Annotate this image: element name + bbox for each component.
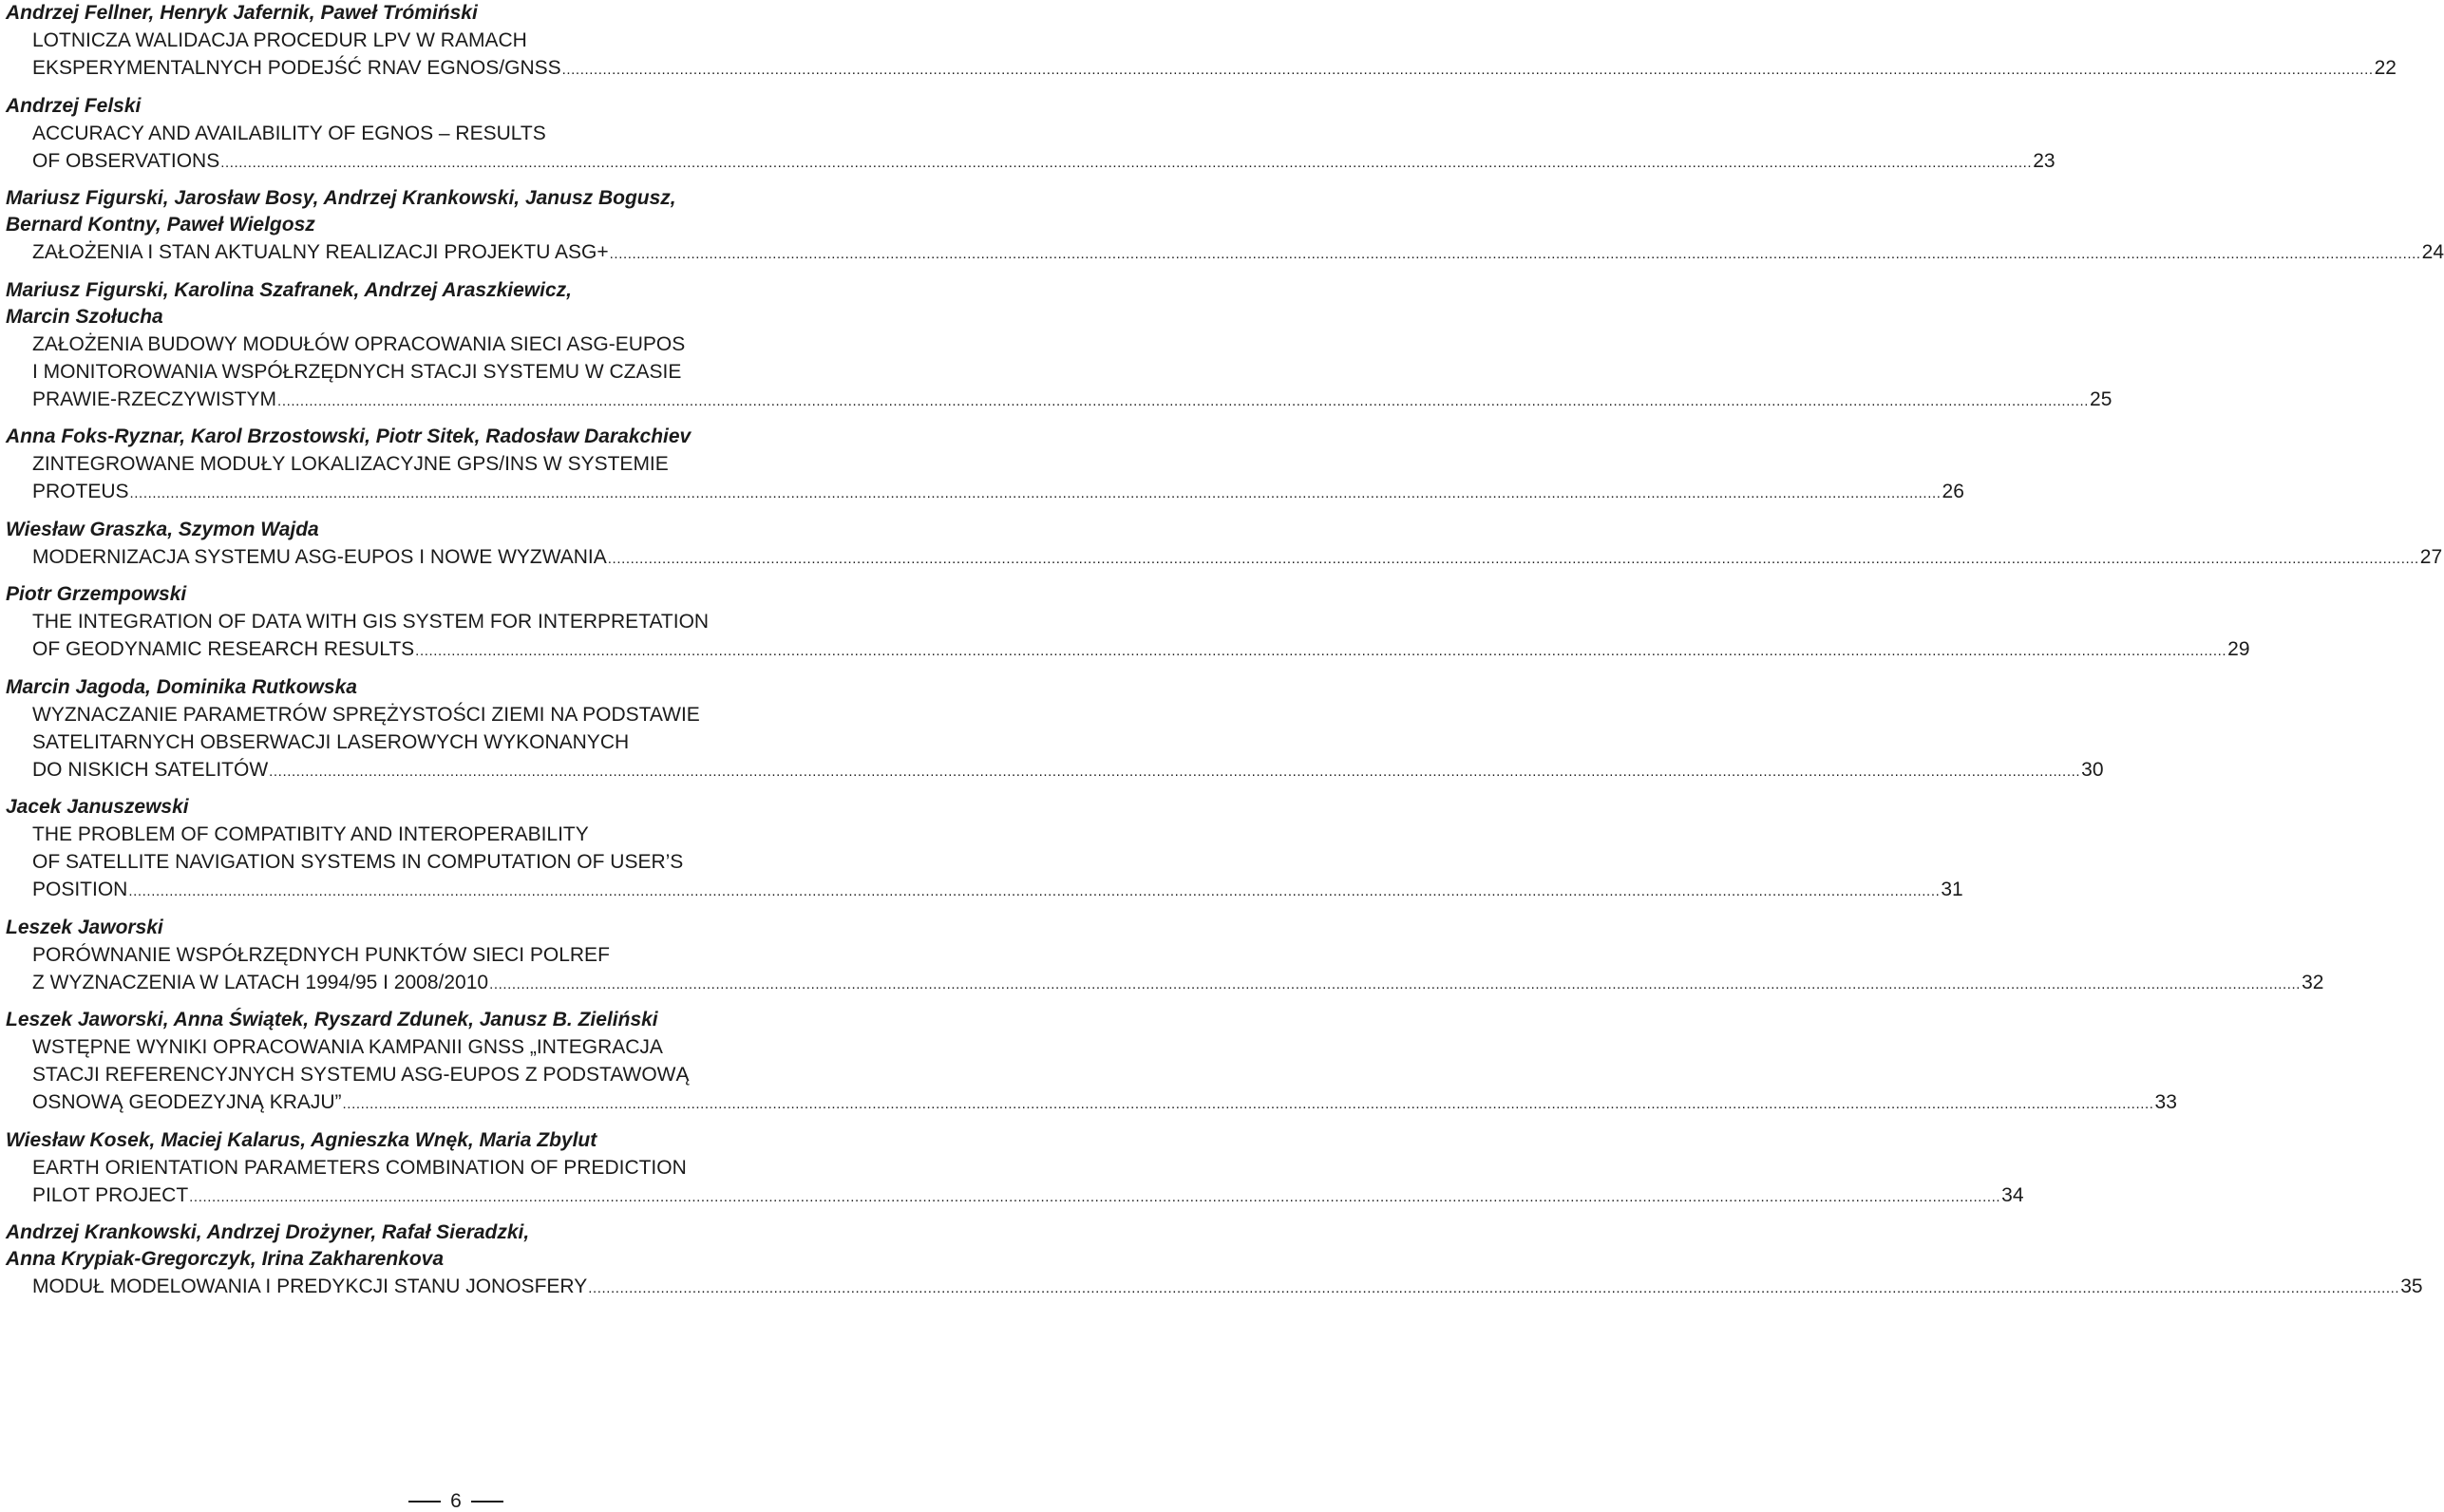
footer-dash-right [471,1501,503,1503]
entry-title [6,27,2397,84]
toc-entry [6,1007,2177,1118]
title-line: MODERNIZACJA SYSTEMU ASG-EUPOS I NOWE WYZWANIA [32,545,607,568]
authors-line: Andrzej Fellner, Henryk Jafernik, Paweł Trómiński [6,2,478,24]
entry-authors [6,517,900,543]
dot-leader: ................................................................................................................................................................................................................................................................................................................................................................................................................ [489,975,2302,992]
authors-line: Mariusz Figurski, Karolina Szafranek, Andrzej Araszkiewicz, [6,278,572,301]
page-number: 30 [2081,758,2104,781]
page-number: 22 [2374,57,2397,79]
page-number: 27 [2419,545,2443,568]
title-line: PORÓWNANIE WSPÓŁRZĘDNYCH PUNKTÓW SIECI POLREF [32,943,610,966]
page-number: 31 [1941,879,1963,900]
toc-entry [6,1127,2024,1211]
title-line: THE PROBLEM OF COMPATIBITY AND INTEROPERABILITY [32,823,589,845]
title-line: ZAŁOŻENIA BUDOWY MODUŁÓW OPRACOWANIA SIECI ASG-EUPOS [32,332,686,355]
title-line: PROTEUS [32,481,129,502]
title-last-line [32,147,2056,177]
dot-leader: ................................................................................................................................................................................................................................................................................................................................................................................................................ [269,763,2081,780]
title-line: STACJI REFERENCYJNYCH SYSTEMU ASG-EUPOS Z PODSTAWOWĄ [32,1064,690,1086]
title-last-line [32,1181,2024,1211]
title-line: PILOT PROJECT [32,1183,189,1206]
entry-title [6,608,2250,665]
title-line: Z WYZNACZENIA W LATACH 1994/95 I 2008/2010 [32,971,489,993]
authors-line: Jacek Januszewski [6,796,189,818]
dot-leader: ................................................................................................................................................................................................................................................................................................................................................................................................................ [129,485,1942,501]
title-line: LOTNICZA WALIDACJA PROCEDUR LPV W RAMACH [32,29,527,51]
entry-authors [6,1127,900,1154]
entry-title [6,1154,2024,1211]
entry-title [6,821,1963,905]
authors-line: Bernard Kontny, Paweł Wielgosz [6,214,315,236]
title-line: POSITION [32,879,128,900]
authors-line: Wiesław Graszka, Szymon Wajda [6,518,319,540]
title-last-line [32,756,2104,785]
page-footer [0,1491,912,1512]
toc-entry [6,674,2104,785]
title-line: EARTH ORIENTATION PARAMETERS COMBINATION OF PREDICTION [32,1156,687,1179]
entry-title [6,1033,2177,1118]
title-last-line [32,876,1963,905]
entry-title [6,238,2444,268]
authors-line: Anna Foks-Ryznar, Karol Brzostowski, Piotr Sitek, Radosław Darakchiev [6,425,692,447]
title-line: OF OBSERVATIONS [32,149,220,172]
toc-entry [6,794,1963,905]
toc-entry [6,1219,2423,1302]
page-number: 32 [2302,971,2324,993]
entry-authors [6,185,900,238]
title-last-line [32,54,2397,84]
title-line: EKSPERYMENTALNYCH PODEJŚĆ RNAV EGNOS/GNSS [32,57,561,79]
authors-line: Anna Krypiak-Gregorczyk, Irina Zakharenkova [6,1248,445,1270]
entry-authors [6,0,900,27]
page-number: 34 [2001,1183,2024,1206]
footer-dash-left [408,1501,441,1503]
entry-authors [6,1219,900,1273]
page-number: 35 [2400,1276,2423,1297]
toc-entry [6,424,1964,507]
title-line: ZINTEGROWANE MODUŁY LOKALIZACYJNE GPS/INS W SYSTEMIE [32,453,669,475]
title-line: PRAWIE-RZECZYWISTYM [32,387,277,410]
title-line: DO NISKICH SATELITÓW [32,758,269,781]
entry-title [6,1273,2423,1302]
title-line: MODUŁ MODELOWANIA I PREDYKCJI STANU JONOSFERY [32,1276,588,1297]
title-line: OF GEODYNAMIC RESEARCH RESULTS [32,638,415,660]
authors-line: Leszek Jaworski, Anna Świątek, Ryszard Zdunek, Janusz B. Zieliński [6,1009,658,1030]
entry-title [6,701,2104,785]
toc-entry [6,517,2443,573]
entry-authors [6,794,900,821]
entry-authors [6,915,900,941]
entry-authors [6,93,900,120]
title-last-line [32,969,2324,998]
page-number: 24 [2421,241,2444,263]
toc-entry [6,277,2112,415]
title-last-line [32,543,2443,573]
dot-leader: ................................................................................................................................................................................................................................................................................................................................................................................................................ [220,154,2033,171]
title-line: THE INTEGRATION OF DATA WITH GIS SYSTEM FOR INTERPRETATION [32,611,710,633]
toc-entry [6,0,2397,84]
title-line: SATELITARNYCH OBSERWACJI LASEROWYCH WYKONANYCH [32,730,630,753]
dot-leader: ................................................................................................................................................................................................................................................................................................................................................................................................................ [128,883,1941,899]
title-line: I MONITOROWANIA WSPÓŁRZĘDNYCH STACJI SYSTEMU W CZASIE [32,360,682,383]
entry-title [6,543,2443,573]
dot-leader: ................................................................................................................................................................................................................................................................................................................................................................................................................ [342,1096,2154,1112]
title-line: OF SATELLITE NAVIGATION SYSTEMS IN COMPUTATION OF USER’S [32,851,684,873]
authors-line: Leszek Jaworski [6,916,163,938]
dot-leader: ................................................................................................................................................................................................................................................................................................................................................................................................................ [607,550,2419,567]
authors-line: Mariusz Figurski, Jarosław Bosy, Andrzej Krankowski, Janusz Bogusz, [6,187,676,209]
authors-line: Piotr Grzempowski [6,583,187,605]
title-last-line [32,478,1964,507]
dot-leader: ................................................................................................................................................................................................................................................................................................................................................................................................................ [189,1188,2001,1205]
authors-line: Andrzej Felski [6,94,142,117]
entry-title [6,120,2056,177]
page-number: 25 [2090,387,2112,410]
toc-entry [6,93,2056,177]
dot-leader: ................................................................................................................................................................................................................................................................................................................................................................................................................ [588,1280,2400,1296]
title-line: WYZNACZANIE PARAMETRÓW SPRĘŻYSTOŚCI ZIEMI NA PODSTAWIE [32,703,700,726]
authors-line: Wiesław Kosek, Maciej Kalarus, Agnieszka Wnęk, Maria Zbylut [6,1128,597,1151]
entry-authors [6,424,900,450]
entry-authors [6,674,900,701]
dot-leader: ................................................................................................................................................................................................................................................................................................................................................................................................................ [561,62,2374,78]
dot-leader: ................................................................................................................................................................................................................................................................................................................................................................................................................ [277,392,2090,409]
entry-authors [6,277,900,331]
title-last-line [32,238,2444,268]
page-number: 29 [2227,638,2250,660]
toc-entry [6,915,2324,998]
page-number: 33 [2154,1091,2177,1113]
authors-line: Marcin Szołucha [6,305,163,328]
page-number: 23 [2033,149,2056,172]
entry-authors [6,1007,900,1033]
title-last-line [32,386,2112,415]
title-line: ACCURACY AND AVAILABILITY OF EGNOS – RESULTS [32,122,546,144]
entry-authors [6,581,900,608]
toc-entry [6,185,2444,268]
authors-line: Andrzej Krankowski, Andrzej Drożyner, Rafał Sieradzki, [6,1221,530,1243]
title-line: ZAŁOŻENIA I STAN AKTUALNY REALIZACJI PROJEKTU ASG+ [32,241,609,263]
dot-leader: ................................................................................................................................................................................................................................................................................................................................................................................................................ [609,246,2421,262]
title-last-line [32,635,2250,665]
title-last-line [32,1273,2423,1302]
table-of-contents [6,0,2444,1312]
toc-entry [6,581,2250,665]
title-last-line [32,1088,2177,1118]
entry-title [6,450,1964,507]
footer-page-number: 6 [450,1490,462,1512]
authors-line: Marcin Jagoda, Dominika Rutkowska [6,675,357,698]
entry-title [6,941,2324,998]
page-number: 26 [1942,481,1964,502]
title-line: OSNOWĄ GEODEZYJNĄ KRAJU” [32,1091,342,1113]
entry-title [6,331,2112,415]
title-line: WSTĘPNE WYNIKI OPRACOWANIA KAMPANII GNSS „INTEGRACJA [32,1036,663,1058]
dot-leader: ................................................................................................................................................................................................................................................................................................................................................................................................................ [415,643,2227,659]
